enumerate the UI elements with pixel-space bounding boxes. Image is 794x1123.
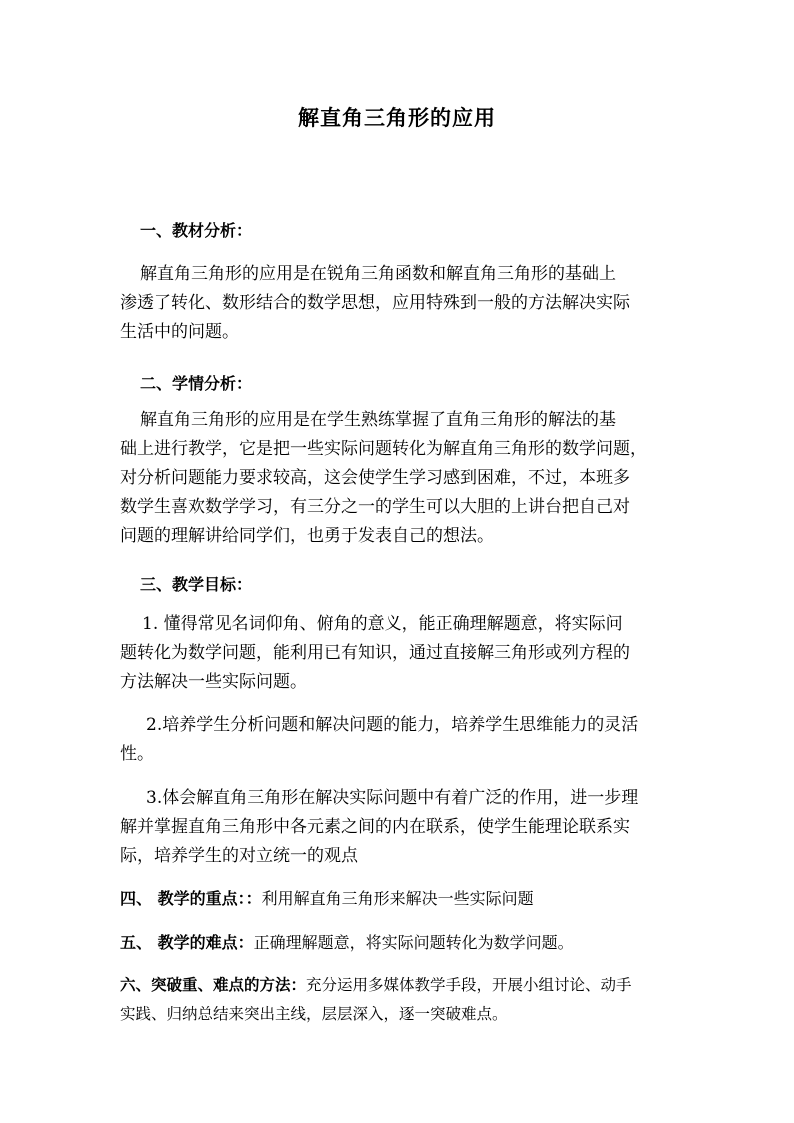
text-line: 生活中的问题。 (120, 322, 239, 342)
key-points-label: 四、 教学的重点：： (120, 889, 262, 908)
section-heading-materials: 一、教材分析： (140, 221, 253, 240)
difficult-points-text: 正确理解题意，将实际问题转化为数学问题。 (253, 933, 574, 952)
text-line: 对分析问题能力要求较高，这会使学生学习感到困难，不过，本班多 (120, 468, 630, 488)
text-line: 方法解决一些实际问题。 (120, 672, 307, 692)
methods-text-1: 充分运用多媒体教学手段，开展小组讨论、动手 (306, 976, 632, 994)
row-key-points (120, 884, 680, 913)
paragraph-goal-2 (120, 711, 680, 769)
text-line: 础上进行教学，它是把一些实际问题转化为解直角三角形的数学问题， (120, 439, 647, 459)
text-line: 解直角三角形的应用是在学生熟练掌握了直角三角形的解法的基 (140, 410, 616, 430)
paragraph-goal-3 (120, 784, 680, 871)
text-line: 题转化为数学问题，能利用已有知识，通过直接解三角形或列方程的 (120, 643, 630, 663)
section-heading-objectives: 三、教学目标： (140, 575, 253, 594)
paragraph-students (120, 406, 680, 551)
row-difficult-points (120, 928, 680, 957)
key-points-text: 利用解直角三角形来解决一些实际问题 (261, 889, 534, 908)
text-line (120, 970, 680, 1000)
text-line: 1. 懂得常见名词仰角、俯角的意义，能正确理解题意，将实际问 (142, 614, 623, 634)
section-heading-students: 二、学情分析： (140, 374, 253, 393)
text-line: 数学生喜欢数学学习，有三分之一的学生可以大胆的上讲台把自己对 (120, 497, 630, 517)
text-line: 问题的理解讲给同学们，也勇于发表自己的想法。 (120, 526, 494, 546)
text-line: 3.体会解直角三角形在解决实际问题中有着广泛的作用，进一步理 (146, 788, 639, 808)
paragraph-methods (120, 970, 680, 1029)
methods-label: 六、突破重、难点的方法： (120, 975, 307, 994)
paragraph-goal-1 (120, 610, 680, 697)
text-line: 际，培养学生的对立统一的观点 (120, 846, 358, 866)
page-title: 解直角三角形的应用 (298, 105, 496, 130)
text-line: 解直角三角形的应用是在锐角三角函数和解直角三角形的基础上 (140, 264, 616, 284)
text-line: 性。 (120, 744, 154, 764)
text-line: 渗透了转化、数形结合的数学思想，应用特殊到一般的方法解决实际 (120, 293, 630, 313)
text-line: 解并掌握直角三角形中各元素之间的内在联系，使学生能理论联系实 (120, 817, 630, 837)
text-line: 实践、归纳总结来突出主线，层层深入，逐一突破难点。 (120, 1005, 508, 1023)
text-line: 2.培养学生分析问题和解决问题的能力，培养学生思维能力的灵活 (146, 715, 639, 735)
paragraph-materials (120, 260, 680, 347)
difficult-points-label: 五、 教学的难点： (120, 933, 254, 952)
